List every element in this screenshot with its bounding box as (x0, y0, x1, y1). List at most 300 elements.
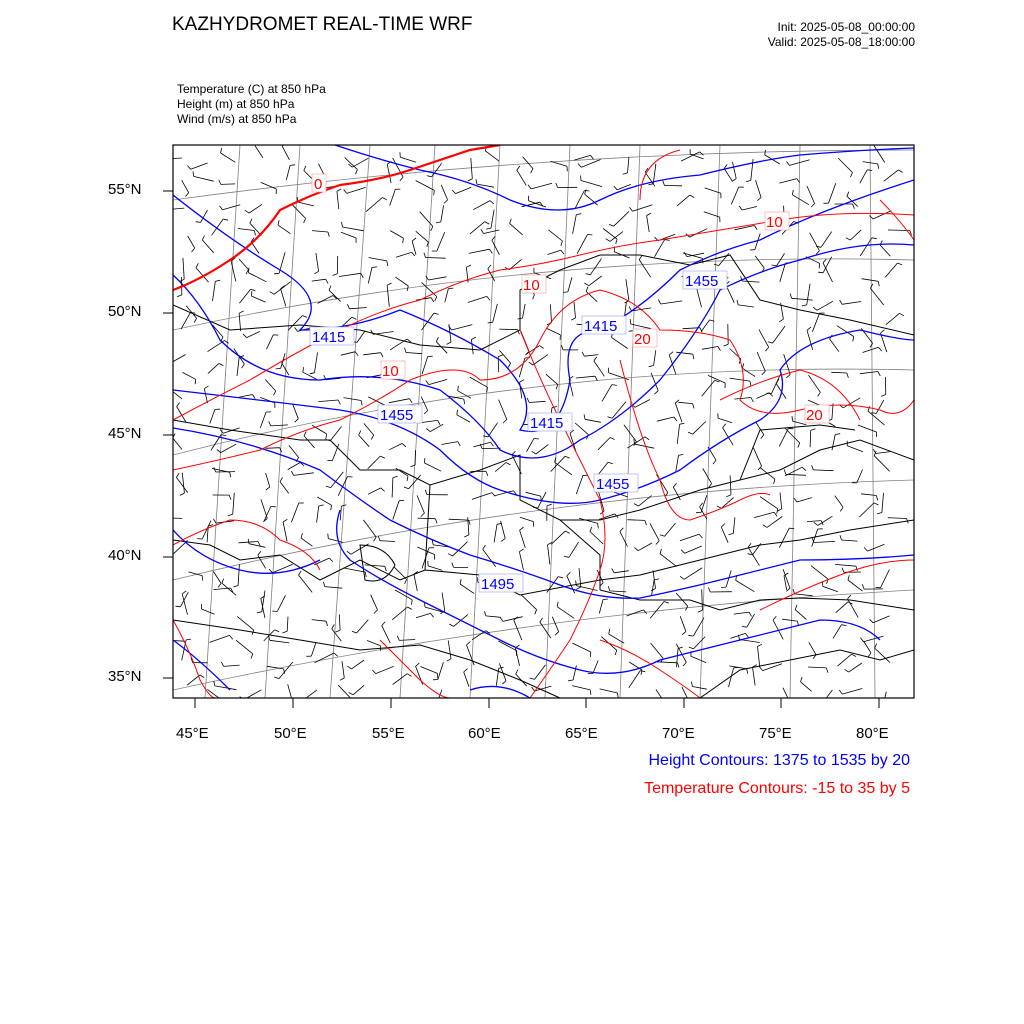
wind-barb-flag (449, 624, 453, 626)
height-label: 1415 (584, 318, 618, 335)
wind-barb-flag (221, 148, 222, 153)
wind-barb-flag (214, 519, 216, 523)
wind-barb-flag (557, 602, 558, 607)
wind-barb (460, 584, 474, 594)
wind-barb-flag (251, 654, 253, 659)
wind-barb (691, 656, 706, 662)
wind-barb (341, 352, 355, 356)
wind-barb (767, 517, 782, 528)
wind-barb-flag (336, 630, 341, 632)
wind-barb-flag (301, 533, 302, 538)
lon-label: 45°E (176, 725, 209, 742)
wind-barb (677, 424, 679, 444)
wind-barb (885, 263, 897, 277)
wind-barb-flag (434, 313, 439, 314)
wind-barb (332, 629, 342, 641)
wind-barb-flag (347, 304, 349, 309)
wind-barb (239, 259, 248, 270)
wind-barb-flag (333, 274, 338, 276)
wind-barb-flag (651, 589, 655, 591)
wind-barb-flag (853, 337, 854, 342)
wind-barb-flag (245, 210, 249, 213)
wind-barb (277, 595, 285, 611)
wind-barb-flag (378, 536, 380, 541)
wind-barb-flag (743, 363, 744, 368)
wind-barb (761, 468, 775, 479)
wind-barb (848, 580, 863, 591)
wind-barb (486, 616, 501, 617)
wind-barb (593, 660, 598, 673)
wind-barb-flag (486, 471, 488, 476)
wind-barb (598, 462, 608, 475)
wind-barb-flag (177, 295, 182, 297)
wind-barb (471, 158, 473, 179)
wind-barb-flag (487, 296, 490, 300)
wind-barb-flag (639, 256, 642, 260)
wind-barb-flag (768, 342, 773, 343)
wind-barb (626, 279, 629, 300)
wind-barb-flag (689, 647, 694, 649)
wind-barb-flag (372, 267, 377, 268)
wind-barb (441, 185, 447, 200)
wind-barb-flag (304, 218, 306, 223)
wind-barb-flag (680, 423, 685, 424)
wind-barb-flag (721, 524, 725, 528)
wind-barb-flag (688, 635, 693, 636)
wind-barb (780, 493, 782, 509)
wind-barb-flag (556, 183, 558, 188)
wind-barb (498, 641, 517, 651)
wind-barb-flag (700, 152, 704, 155)
wind-barb (809, 375, 821, 392)
wind-barb (858, 425, 877, 432)
wind-barb (515, 648, 519, 666)
wind-barb-flag (166, 636, 168, 641)
wind-barb-flag (765, 150, 766, 155)
wind-barb (546, 374, 558, 384)
wind-barb (756, 422, 764, 435)
wind-barb-flag (304, 431, 306, 435)
wind-barb-flag (813, 307, 817, 310)
wind-barb (464, 672, 469, 687)
wind-barb-flag (314, 271, 318, 274)
wind-barb (731, 187, 739, 204)
wind-barb (393, 674, 408, 685)
wind-barb-flag (506, 463, 510, 465)
wind-barb-flag (251, 289, 256, 291)
wind-barb (627, 437, 645, 448)
wind-barb (863, 347, 879, 352)
wind-barb (213, 281, 216, 301)
wind-barb (264, 507, 271, 523)
wind-barb (882, 692, 886, 710)
wind-barb (614, 211, 629, 226)
wind-barb (265, 380, 275, 391)
wind-barb-flag (186, 639, 191, 640)
wind-barb-flag (663, 181, 665, 186)
wind-barb-flag (217, 449, 221, 452)
wind-barb (849, 663, 862, 672)
wind-barb (742, 281, 759, 282)
wind-barb-flag (464, 669, 468, 672)
wind-barb (730, 633, 745, 638)
wind-barb-flag (724, 344, 729, 346)
wind-barb-flag (486, 228, 491, 229)
wind-barb (519, 358, 525, 377)
wind-barb-flag (881, 330, 885, 333)
wind-barb-flag (374, 610, 378, 614)
valid-time: Valid: 2025-05-08_18:00:00 (767, 35, 915, 49)
wind-barb-flag (516, 670, 518, 675)
wind-barb (842, 302, 861, 305)
wind-barb-flag (762, 371, 766, 375)
wind-barb-flag (848, 595, 851, 599)
wind-barb (773, 326, 785, 343)
wind-barb (452, 325, 473, 330)
wind-barb-flag (634, 439, 635, 444)
wind-barb-flag (534, 438, 539, 439)
wind-barb-flag (355, 352, 358, 356)
wind-barb-flag (598, 523, 599, 528)
wind-barb-flag (220, 699, 221, 704)
wind-barb-flag (700, 503, 703, 507)
wind-barb (510, 223, 523, 235)
wind-barb-flag (192, 248, 195, 252)
wind-barb (484, 230, 500, 234)
wind-barb-flag (609, 224, 614, 226)
wind-barb-flag (576, 587, 581, 589)
wind-barb-flag (688, 432, 693, 434)
wind-barb (291, 503, 298, 522)
wind-barb (376, 666, 394, 673)
wind-barb (236, 640, 253, 654)
wind-barb-flag (248, 268, 249, 273)
wind-barb (456, 187, 472, 193)
wind-barb (756, 393, 769, 399)
wind-barb-flag (794, 498, 797, 502)
wind-barb-flag (371, 435, 373, 439)
wind-barb (589, 276, 602, 286)
wind-barb-flag (851, 173, 853, 178)
wind-barb-flag (876, 496, 877, 501)
wind-barb (417, 495, 424, 513)
wind-barb-flag (326, 434, 327, 439)
wind-barb-flag (512, 451, 515, 455)
wind-barb-flag (645, 520, 647, 525)
wind-barb-flag (424, 411, 428, 415)
wind-barb-flag (567, 572, 571, 576)
wind-barb (870, 288, 883, 305)
wind-barb-flag (664, 602, 669, 604)
wind-barb (888, 518, 907, 519)
wind-barb (813, 470, 833, 471)
wind-barb (221, 444, 236, 452)
wind-barb (782, 619, 797, 621)
wind-barb (303, 372, 317, 379)
wind-barb (759, 330, 769, 348)
wind-barb-flag (679, 454, 684, 455)
wind-barb-flag (246, 270, 248, 274)
wind-barb-flag (792, 416, 793, 421)
wind-barb-flag (616, 239, 617, 244)
wind-barb (874, 145, 885, 163)
wind-barb-flag (630, 319, 631, 324)
wind-barb (222, 583, 236, 595)
wind-barb-flag (427, 242, 429, 247)
wind-barb-flag (176, 473, 179, 477)
wind-barb (396, 252, 412, 257)
wind-barb-flag (356, 170, 358, 175)
wind-barb (521, 595, 536, 610)
wind-barb (575, 423, 588, 435)
wind-barb-flag (750, 381, 751, 386)
lon-label: 75°E (759, 725, 792, 742)
wind-barb-flag (342, 222, 343, 227)
wind-barb-flag (692, 682, 693, 687)
wind-barb (417, 518, 435, 519)
wind-barb-flag (535, 610, 537, 615)
height-contour-legend: Height Contours: 1375 to 1535 by 20 (648, 752, 910, 769)
wind-barb-flag (382, 622, 385, 626)
wind-barb-flag (749, 612, 751, 616)
wind-barb-flag (713, 460, 716, 464)
wind-barb-flag (435, 519, 437, 524)
wind-barb (661, 301, 683, 304)
wind-barb-flag (326, 279, 328, 283)
wind-barb-flag (576, 214, 581, 215)
wind-barb (657, 417, 674, 421)
wind-barb-flag (647, 213, 651, 216)
wind-barb (550, 161, 567, 166)
wind-barb (795, 610, 806, 620)
wind-barb (807, 330, 813, 350)
wind-barb-flag (194, 318, 197, 322)
wind-barb (708, 375, 725, 383)
wind-barb (449, 519, 469, 520)
wind-barb-flag (299, 571, 302, 575)
wind-barb-flag (291, 471, 293, 475)
wind-barb-flag (737, 300, 738, 305)
wind-barb (747, 614, 755, 627)
wind-barb (535, 665, 546, 680)
wind-barb (442, 593, 445, 612)
wind-barb (237, 357, 239, 376)
wind-barb-flag (214, 681, 215, 686)
wind-barb (817, 301, 833, 310)
wind-barb (188, 236, 195, 248)
wind-barb (859, 503, 874, 517)
wind-barb (441, 205, 444, 222)
wind-barb (473, 442, 490, 447)
wind-barb-flag (773, 616, 776, 620)
wind-barb-flag (747, 669, 748, 674)
wind-barb (369, 258, 387, 261)
wind-barb-flag (723, 424, 726, 428)
borders (173, 255, 914, 698)
wind-barb (536, 445, 548, 454)
wind-barb-flag (297, 699, 301, 702)
wind-barb-flag (458, 386, 459, 391)
wind-barb-flag (878, 281, 879, 286)
wind-barb-flag (897, 263, 902, 265)
wind-barb (183, 258, 184, 280)
wind-barb-flag (673, 483, 676, 487)
field-wind: Wind (m/s) at 850 hPa (177, 112, 297, 126)
wind-barb (173, 355, 185, 362)
wind-barb-flag (520, 527, 524, 530)
wind-barb-flag (595, 376, 597, 381)
wind-barb-flag (230, 635, 233, 639)
wind-barb-flag (532, 687, 535, 691)
wind-barb (721, 527, 728, 543)
wind-barb (267, 335, 274, 349)
wind-barb-flag (669, 352, 673, 355)
wind-barb (202, 240, 213, 253)
wind-barb (194, 176, 214, 181)
wind-barb (723, 428, 734, 445)
wind-barb-flag (349, 693, 353, 695)
wind-barb-flag (789, 707, 792, 711)
wind-barb-flag (222, 579, 224, 584)
wind-barb (697, 288, 702, 307)
wind-barb-flag (898, 170, 902, 173)
wind-barb (523, 157, 533, 169)
wind-barb (638, 543, 652, 551)
wind-barb (857, 470, 863, 483)
wind-barb (448, 640, 451, 658)
wind-barb (208, 363, 219, 373)
wind-barb (760, 497, 778, 509)
wind-barb (574, 302, 576, 318)
wind-barb-flag (558, 577, 563, 578)
wind-barb-flag (517, 166, 520, 170)
wind-barb (519, 552, 523, 571)
wind-barb-flag (530, 678, 535, 679)
wind-barb-flag (310, 373, 315, 374)
wind-barb (680, 534, 699, 541)
wind-barb (473, 201, 490, 210)
wind-barb (743, 368, 756, 376)
wind-barb (627, 520, 644, 521)
wind-barb (734, 612, 749, 614)
wind-barb-flag (402, 443, 406, 446)
wind-barb (406, 353, 422, 354)
wind-barb (482, 448, 501, 449)
wind-barb-flag (788, 428, 793, 429)
wind-barb (639, 496, 652, 507)
wind-barb-flag (510, 219, 512, 224)
wind-barb (399, 640, 415, 641)
wind-barb (734, 398, 751, 400)
wind-barb-flag (763, 525, 767, 528)
height-label: 1455 (596, 476, 630, 493)
wind-barb-flag (359, 431, 361, 435)
wind-barb (238, 395, 253, 398)
wind-barb (293, 404, 299, 419)
wind-barb (416, 181, 435, 191)
wind-barb (345, 158, 358, 170)
wind-barb-flag (867, 170, 872, 171)
wind-barb-flag (407, 476, 408, 481)
wind-barb (414, 574, 417, 591)
wind-barb (738, 305, 754, 307)
wind-barb (753, 543, 761, 555)
wind-barb-flag (699, 534, 702, 538)
wind-barb-flag (814, 522, 818, 525)
wind-barb (237, 616, 254, 630)
wind-barb (387, 164, 391, 183)
height-label: 1455 (685, 273, 719, 290)
wind-barb-flag (397, 636, 399, 641)
wind-barb (437, 232, 445, 251)
wind-barb (614, 571, 629, 573)
wind-barb (493, 304, 498, 322)
wind-barb (733, 517, 735, 533)
wind-barb-flag (250, 219, 252, 224)
wind-barb-flag (490, 249, 493, 253)
wind-barb (352, 158, 368, 167)
wind-barb (328, 539, 343, 543)
wind-barb (342, 661, 344, 678)
wind-barb (441, 442, 457, 445)
wind-barb (468, 296, 487, 302)
wind-barb-flag (427, 176, 432, 177)
wind-barb (651, 643, 664, 658)
wind-barb-flag (674, 417, 677, 421)
wind-barb-flag (431, 613, 434, 617)
wind-barb (599, 600, 603, 614)
wind-barb (416, 613, 430, 617)
wind-barb-flag (547, 504, 552, 506)
wind-barb-flag (664, 706, 667, 710)
wind-barb (809, 642, 816, 654)
wind-barb-flag (258, 542, 260, 547)
wind-barb-flag (609, 629, 610, 634)
wind-barb (368, 397, 386, 406)
wind-barb-flag (228, 514, 233, 516)
wind-barb-flag (202, 576, 203, 581)
wind-barb (680, 616, 686, 631)
wind-barb-flag (520, 380, 524, 382)
wind-barb (287, 617, 288, 632)
wind-barb (692, 687, 707, 690)
height-label: 1495 (481, 576, 515, 593)
wind-barb-flag (700, 328, 702, 333)
temperature-label: 10 (382, 363, 399, 380)
wind-barb (650, 602, 664, 619)
wind-barb (445, 289, 449, 303)
wind-barb (860, 372, 878, 374)
wind-barb (279, 662, 293, 679)
wind-barb-flag (218, 583, 221, 587)
wind-barb-flag (823, 259, 826, 263)
wind-barb (868, 544, 885, 551)
wind-barb (339, 273, 361, 276)
wind-barb (755, 256, 764, 268)
wind-barb (724, 169, 732, 182)
wind-barb (758, 647, 760, 668)
wind-barb-flag (634, 504, 638, 507)
wind-barb (187, 675, 200, 685)
wind-barb-flag (272, 611, 277, 612)
wind-barb (316, 253, 319, 271)
wind-barb-flag (680, 576, 684, 579)
wind-barb (472, 493, 492, 500)
wind-barb-flag (656, 541, 659, 545)
wind-barb-flag (221, 662, 223, 667)
wind-barb-flag (872, 238, 877, 239)
wind-barb-flag (853, 204, 855, 209)
